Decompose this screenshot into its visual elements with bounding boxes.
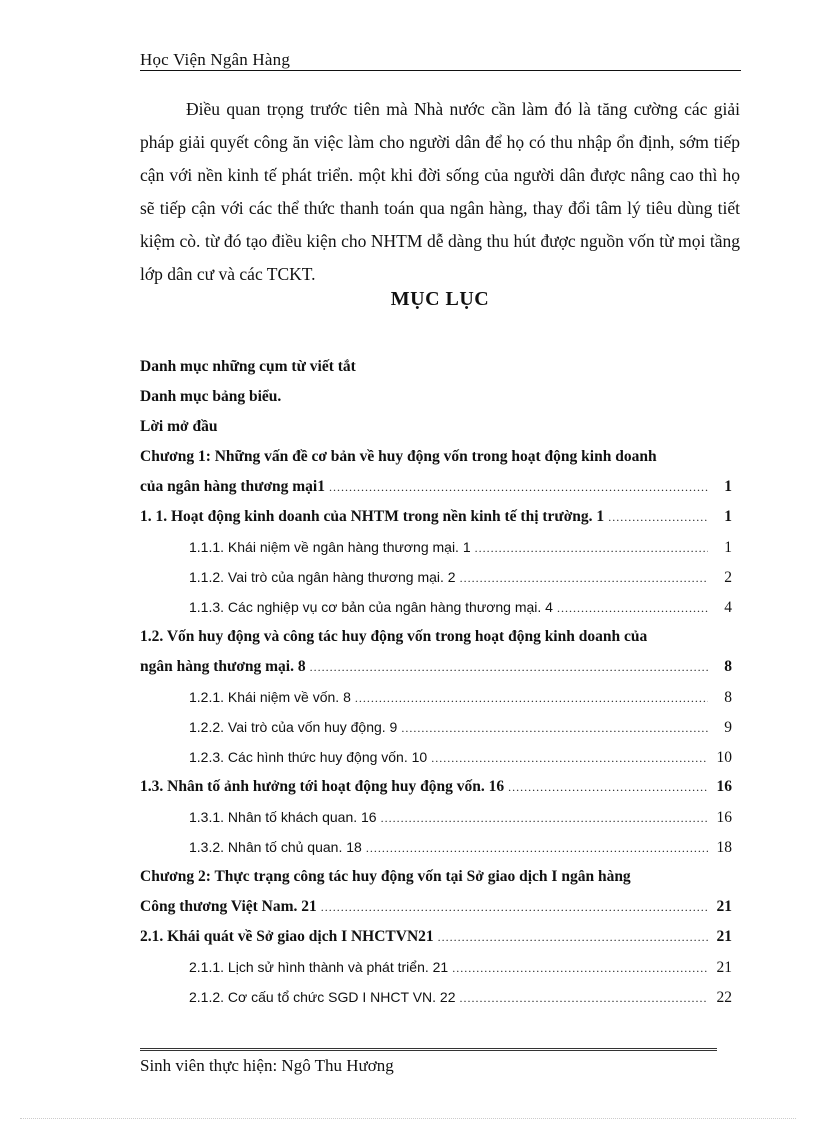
- page-number: 2: [724, 569, 732, 586]
- toc-entry-chapter-1[interactable]: của ngân hàng thương mại1 ..... 1: [140, 472, 740, 502]
- page-number: 21: [716, 898, 732, 915]
- leader-dots: [310, 652, 708, 682]
- toc-entry-1-2-3[interactable]: 1.2.3. Các hình thức huy động vốn. 10 ..... 10: [140, 742, 740, 772]
- leader-dots: [608, 502, 708, 532]
- page-number: 8: [724, 658, 732, 675]
- page-number: 1: [724, 539, 732, 556]
- leader-dots: [460, 982, 709, 1012]
- page-number: 1: [724, 508, 732, 525]
- toc-entry-1-1[interactable]: 1. 1. Hoạt động kinh doanh của NHTM trong nền kinh tế thị trường. 1 ..... 1: [140, 502, 740, 532]
- leader-dots: [355, 682, 708, 712]
- toc-entry-1-1-1[interactable]: 1.1.1. Khái niệm về ngân hàng thương mại. 1 ..... 1: [140, 532, 740, 562]
- page-number: 1: [724, 478, 732, 495]
- page-number: 4: [724, 599, 732, 616]
- leader-dots: [329, 472, 708, 502]
- leader-dots: [557, 592, 708, 622]
- page-header-title: Học Viện Ngân Hàng: [140, 50, 291, 69]
- toc-entry-tables[interactable]: Danh mục bảng biểu.: [140, 388, 282, 405]
- toc-entry-1-3-2[interactable]: 1.3.2. Nhân tố chủ quan. 18 ..... 18: [140, 832, 740, 862]
- leader-dots: [460, 562, 708, 592]
- page-edge-dotted-line: [20, 1118, 796, 1119]
- leader-dots: [452, 952, 708, 982]
- page-number: 10: [716, 749, 732, 766]
- toc-entry-preface[interactable]: Lời mở đầu: [140, 418, 218, 435]
- page-number: 21: [716, 959, 732, 976]
- toc-entry-2-1-1[interactable]: 2.1.1. Lịch sử hình thành và phát triển. 21 ..... 21: [140, 952, 740, 982]
- toc-entry-1-3-1[interactable]: 1.3.1. Nhân tố khách quan. 16 ..... 16: [140, 802, 740, 832]
- header-divider: [140, 70, 741, 71]
- leader-dots: [431, 742, 708, 772]
- page-number: 22: [716, 989, 732, 1006]
- toc-entry-1-2-line1[interactable]: 1.2. Vốn huy động và công tác huy động vốn trong hoạt động kinh doanh của: [140, 628, 648, 645]
- page-number: 18: [716, 839, 732, 856]
- leader-dots: [401, 712, 708, 742]
- toc-entry-1-1-2[interactable]: 1.1.2. Vai trò của ngân hàng thương mại. 2 ..... 2: [140, 562, 740, 592]
- toc-entry-1-2-2[interactable]: 1.2.2. Vai trò của vốn huy động. 9 ..... 9: [140, 712, 740, 742]
- leader-dots: [508, 772, 708, 802]
- leader-dots: [366, 832, 708, 862]
- leader-dots: [475, 532, 708, 562]
- toc-entry-1-2-1[interactable]: 1.2.1. Khái niệm về vốn. 8 ..... 8: [140, 682, 740, 712]
- toc-entry-2-1[interactable]: 2.1. Khái quát về Sở giao dịch I NHCTVN21 ..... 21: [140, 922, 740, 952]
- page-number: 16: [716, 809, 732, 826]
- page-number: 8: [724, 689, 732, 706]
- page-number: 9: [724, 719, 732, 736]
- intro-paragraph: Điều quan trọng trước tiên mà Nhà nước cần làm đó là tăng cường các giải pháp giải quyết công ăn việc làm cho người dân để họ có thu nhập ổn định, sớm tiếp cận với nền kinh tế phát triển. một khi đời sống của người dân được nâng cao thì họ sẽ tiếp cận với các thể thức thanh toán qua ngân hàng, thay đổi tâm lý tiêu dùng tiết kiệm cò. từ đó tạo điều kiện cho NHTM dễ dàng thu hút được nguồn vốn từ mọi tầng lớp dân cư và các TCKT.: [140, 99, 740, 284]
- toc-entry-1-2[interactable]: ngân hàng thương mại. 8 ..... 8: [140, 652, 740, 682]
- toc-entry-1-3[interactable]: 1.3. Nhân tố ảnh hưởng tới hoạt động huy động vốn. 16 ..... 16: [140, 772, 740, 802]
- page-number: 16: [716, 778, 732, 795]
- leader-dots: [438, 922, 708, 952]
- toc-entry-abbreviations[interactable]: Danh mục những cụm từ viết tắt: [140, 358, 356, 375]
- toc-entry-chapter-2[interactable]: Công thương Việt Nam. 21 ..... 21: [140, 892, 740, 922]
- toc-entry-chapter-2-line1[interactable]: Chương 2: Thực trạng công tác huy động vốn tại Sở giao dịch I ngân hàng: [140, 868, 631, 885]
- footer-divider: [140, 1048, 717, 1051]
- toc-entry-1-1-3[interactable]: 1.1.3. Các nghiệp vụ cơ bản của ngân hàng thương mại. 4 ..... 4: [140, 592, 740, 622]
- page-number: 21: [716, 928, 732, 945]
- leader-dots: [381, 802, 708, 832]
- toc-title: MỤC LỤC: [390, 288, 490, 310]
- table-of-contents: [140, 352, 740, 1012]
- toc-entry-2-1-2[interactable]: 2.1.2. Cơ cấu tổ chức SGD I NHCT VN. 22 ..... 22: [140, 982, 740, 1012]
- leader-dots: [321, 892, 708, 922]
- toc-entry-chapter-1-line1[interactable]: Chương 1: Những vấn đề cơ bản về huy động vốn trong hoạt động kinh doanh: [140, 448, 657, 465]
- footer-author: Sinh viên thực hiện: Ngô Thu Hương: [140, 1056, 394, 1075]
